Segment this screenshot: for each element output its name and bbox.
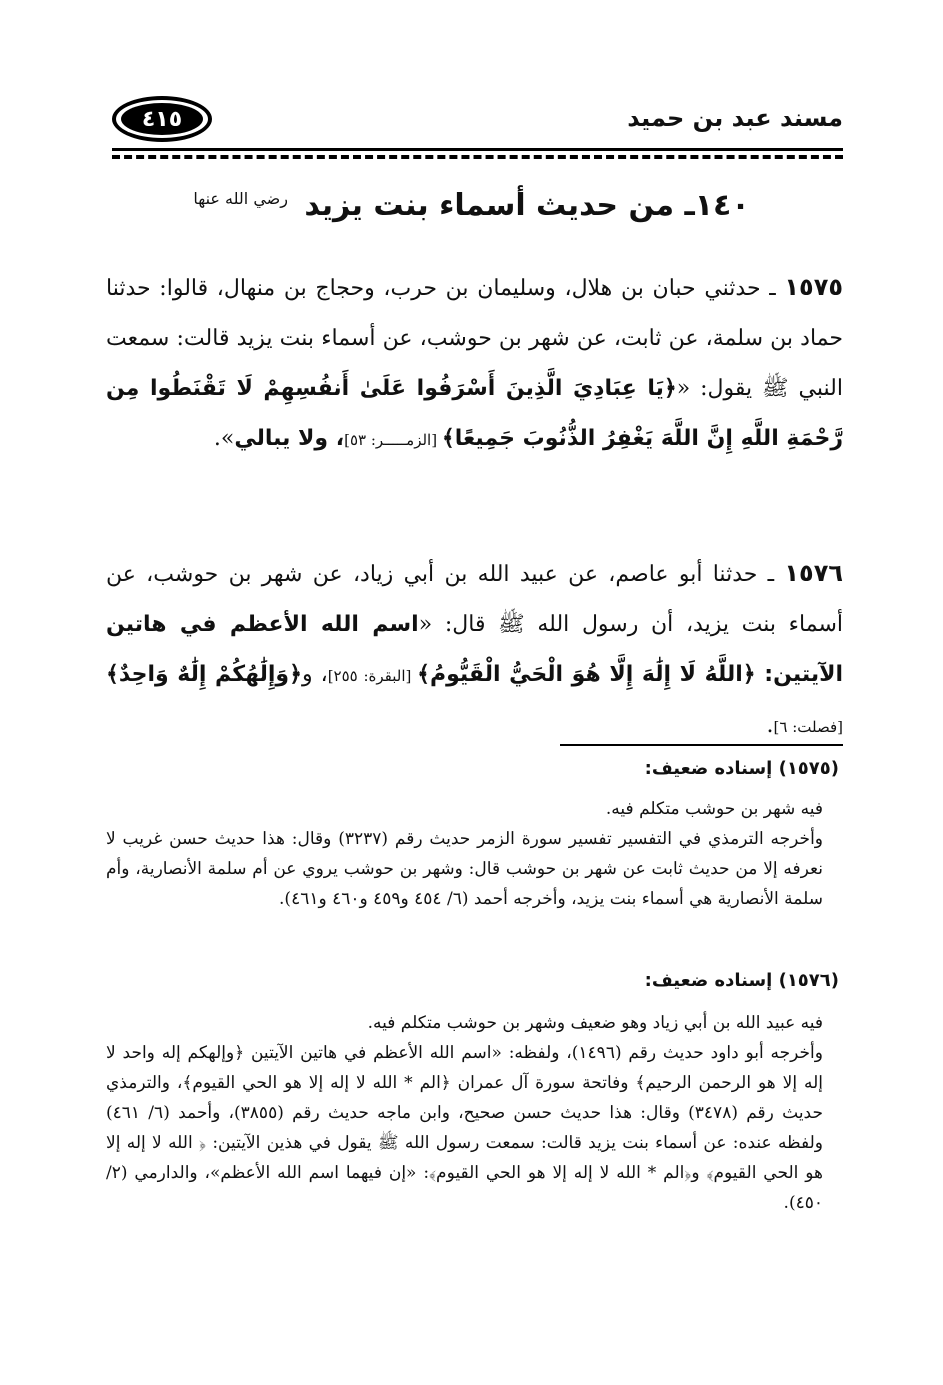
footnote-body <box>106 794 823 914</box>
hadith-text-bold: ، ولا يبالي <box>234 426 345 451</box>
footnote-separator <box>560 744 843 746</box>
hadith-number: ١٥٧٦ <box>784 559 843 587</box>
hadith-text: ، و <box>302 662 328 687</box>
chapter-title: ١٤٠ـ من حديث أسماء بنت يزيد <box>304 188 750 223</box>
footnote-heading: (١٥٧٥) إسناده ضعيف: <box>644 758 839 779</box>
chapter-heading <box>120 188 823 238</box>
header-dashed-rule <box>112 155 843 159</box>
hadith-text-end: . <box>766 713 774 738</box>
page-number: ٤١٥ <box>121 103 203 135</box>
hadith-1575 <box>106 262 843 465</box>
quran-reference: [البقرة: ٢٥٥] <box>327 667 418 685</box>
quran-quote: ﴿يَا عِبَادِيَ الَّذِينَ أَسْرَفُوا عَلَىٰ أَنفُسِهِمْ لَا تَقْنَطُوا مِن رَّحْمَةِ اللَّهِ إِنَّ اللَّهَ يَغْفِرُ الذُّنُوبَ جَمِيعًا﴾ <box>106 376 843 451</box>
footnote-body <box>106 1008 823 1218</box>
page-number-badge <box>112 96 212 142</box>
hadith-number: ١٥٧٥ <box>784 273 843 301</box>
book-title: مسند عبد بن حميد <box>627 104 843 132</box>
footnote-line: وأخرجه الترمذي في التفسير تفسير سورة الزمر حديث رقم (٣٢٣٧) وقال: هذا حديث حسن غريب لا نعرفه إلا من حديث ثابت عن شهر بن حوشب قال: وشهر بن حوشب يروي عن أم سلمة الأنصارية، وأم سلمة الأنصارية هي أسماء بنت يزيد، وأخرجه أحمد (٦/ ٤٥٤ و٤٥٩ و٤٦٠ و٤٦١). <box>106 829 823 909</box>
page-header <box>100 96 843 146</box>
footnote-line: فيه عبيد الله بن أبي زياد وهو ضعيف وشهر بن حوشب متكلم فيه. <box>367 1013 823 1033</box>
hadith-quote: اسم الله الأعظم في هاتين الآيتين: ﴿اللَّهُ لَا إِلَٰهَ إِلَّا هُوَ الْحَيُّ الْقَيُّومُ﴾ <box>106 612 844 687</box>
honorific-mark: رضي الله عنها <box>193 189 288 208</box>
hadith-text: ـ حدثني حبان بن هلال، وسليمان بن حرب، وحجاج بن منهال، قالوا: حدثنا حماد بن سلمة، عن ثابت، عن شهر بن حوشب، عن أسماء بنت يزيد قالت: سمعت النبي ﷺ يقول: « <box>106 276 843 401</box>
quran-reference: [فصلت: ٦] <box>773 718 843 736</box>
quran-quote: ﴿وَإِلَٰهُكُمْ إِلَٰهٌ وَاحِدٌ﴾ <box>106 662 302 687</box>
hadith-text-end: ». <box>213 426 235 451</box>
header-rule <box>112 148 843 151</box>
quran-reference: [الزمـــــر: ٥٣] <box>344 431 442 449</box>
footnote-line: فيه شهر بن حوشب متكلم فيه. <box>605 799 823 819</box>
footnote-line: وأخرجه أبو داود حديث رقم (١٤٩٦)، ولفظه: «اسم الله الأعظم في هاتين الآيتين ﴿وإلهكم إله واحد لا إله إلا هو الرحمن الرحيم﴾ وفاتحة سورة آل عمران ﴿الم * الله لا إله إلا هو الحي القيوم﴾، والترمذي حديث رقم (٣٤٧٨) وقال: هذا حديث حسن صحيح، وابن ماجه حديث رقم (٣٨٥٥)، وأحمد (٦/ ٤٦١) ولفظه عنده: عن أسماء بنت يزيد قالت: سمعت رسول الله ﷺ يقول في هذين الآيتين: ﴿ الله لا إله إلا هو الحي القيوم﴾ و﴿الم * الله لا إله إلا هو الحي القيوم﴾: «إن فيهما اسم الله الأعظم»، والدارمي (٢/ ٤٥٠). <box>106 1043 823 1213</box>
hadith-text: ـ حدثنا أبو عاصم، عن عبيد الله بن أبي زياد، عن شهر بن حوشب، عن أسماء بنت يزيد، أن رسول الله ﷺ قال: « <box>106 562 843 637</box>
footnote-heading: (١٥٧٦) إسناده ضعيف: <box>644 970 839 991</box>
hadith-1576 <box>106 548 843 752</box>
